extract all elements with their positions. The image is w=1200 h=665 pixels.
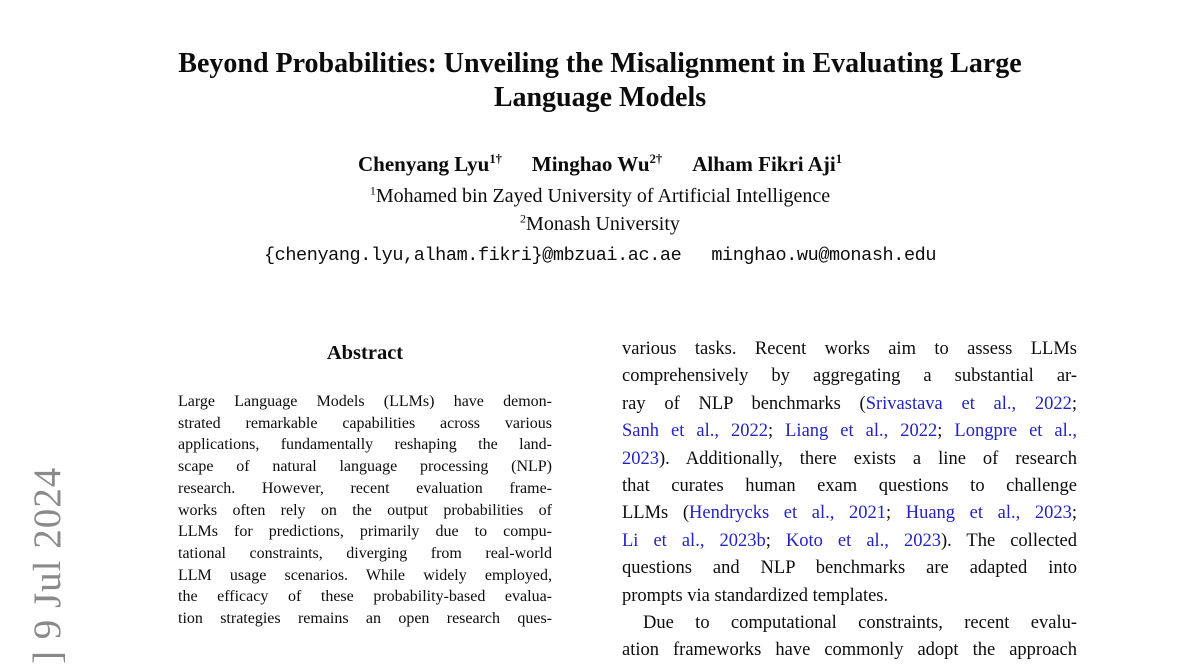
text-line bbox=[622, 336, 1077, 363]
abstract-heading: Abstract bbox=[326, 342, 404, 364]
author-superscript: 2† bbox=[649, 152, 663, 166]
text-span: ; bbox=[937, 421, 955, 442]
text-line bbox=[622, 391, 1077, 418]
text-line: the efficacy of these probability-based evalua- bbox=[178, 588, 552, 606]
text-line bbox=[622, 555, 1077, 582]
text-span: ation frameworks have commonly adopt the approach bbox=[622, 640, 1077, 661]
text-span: ; bbox=[765, 530, 786, 551]
text-span: various tasks. Recent works aim to assess LLMs bbox=[622, 339, 1077, 359]
text-line bbox=[622, 637, 1077, 664]
email-address: minghao.wu@monash.edu bbox=[711, 245, 937, 266]
citation-link[interactable]: Sanh et al., 2022 bbox=[622, 421, 768, 442]
email-address: {chenyang.lyu,alham.fikri}@mbzuai.ac.ae bbox=[263, 245, 682, 266]
text-line: tion strategies remains an open research ques- bbox=[178, 610, 552, 628]
abstract-column bbox=[178, 341, 552, 630]
text-line: scape of natural language processing (NLP) bbox=[178, 458, 552, 476]
text-line bbox=[622, 446, 1077, 473]
text-line bbox=[622, 473, 1077, 500]
text-span: Due to computational constraints, recent evalu- bbox=[643, 613, 1077, 634]
author-name: Alham Fikri Aji bbox=[692, 152, 836, 176]
text-line bbox=[622, 528, 1077, 555]
author-emails bbox=[0, 243, 1200, 269]
text-line: tational constraints, diverging from real-world bbox=[178, 544, 552, 562]
text-line: strated remarkable capabilities across various bbox=[178, 414, 552, 432]
citation-link[interactable]: 2023 bbox=[622, 448, 659, 469]
author bbox=[692, 152, 842, 176]
text-span: questions and NLP benchmarks are adapted into bbox=[622, 558, 1077, 579]
text-span: that curates human exam questions to challenge bbox=[622, 476, 1077, 497]
text-span: ). Additionally, there exists a line of research bbox=[659, 448, 1077, 469]
text-span: ; bbox=[1071, 393, 1078, 414]
text-line bbox=[622, 583, 1077, 610]
affiliation-superscript: 2 bbox=[520, 211, 527, 226]
text-line: works often rely on the output probabilities of bbox=[178, 501, 552, 519]
affiliation-name: Monash University bbox=[526, 213, 680, 235]
text-line: applications, fundamentally reshaping the land- bbox=[178, 436, 552, 454]
paper-header bbox=[0, 0, 1200, 269]
text-line bbox=[622, 363, 1077, 390]
author bbox=[358, 152, 502, 176]
arxiv-watermark-date: ] 9 Jul 2024 bbox=[26, 466, 69, 664]
affiliation-list bbox=[0, 182, 1200, 238]
author-name: Chenyang Lyu bbox=[358, 152, 490, 176]
text-line bbox=[622, 418, 1077, 445]
affiliation-superscript: 1 bbox=[369, 183, 376, 198]
text-line: Large Language Models (LLMs) have demon- bbox=[178, 393, 552, 410]
text-span: prompts via standardized templates. bbox=[622, 585, 889, 606]
text-span: comprehensively by aggregating a substantial ar- bbox=[622, 366, 1077, 387]
text-line: LLM usage scenarios. While widely employed, bbox=[178, 566, 552, 584]
affiliation-name: Mohamed bin Zayed University of Artificial Intelligence bbox=[375, 185, 831, 207]
text-line: research. However, recent evaluation frame- bbox=[178, 479, 552, 497]
text-line bbox=[622, 610, 1077, 637]
citation-link[interactable]: Koto et al., 2023 bbox=[785, 530, 941, 551]
text-span: ; bbox=[885, 503, 906, 524]
text-span: ; bbox=[767, 421, 786, 442]
affiliation bbox=[0, 182, 1200, 210]
author-superscript: 1† bbox=[489, 152, 502, 166]
citation-link[interactable]: Hendrycks et al., 2021 bbox=[689, 503, 886, 524]
author-list bbox=[0, 151, 1200, 177]
citation-link[interactable]: Huang et al., 2023 bbox=[905, 503, 1072, 524]
text-span: ray of NLP benchmarks ( bbox=[622, 393, 866, 414]
citation-link[interactable]: Srivastava et al., 2022 bbox=[865, 393, 1072, 414]
text-line bbox=[622, 500, 1077, 527]
citation-link[interactable]: Longpre et al., bbox=[954, 421, 1078, 442]
paper-title-line: Language Models bbox=[493, 82, 707, 113]
citation-link[interactable]: Li et al., 2023b bbox=[622, 530, 766, 551]
paper-title bbox=[0, 0, 1200, 115]
text-line: LLMs for predictions, primarily due to compu- bbox=[178, 523, 552, 541]
citation-link[interactable]: Liang et al., 2022 bbox=[785, 421, 938, 442]
affiliation bbox=[0, 210, 1200, 238]
text-span: LLMs ( bbox=[622, 503, 690, 524]
author-superscript: 1 bbox=[835, 152, 842, 166]
introduction-column bbox=[622, 336, 1077, 665]
paper-title-line: Beyond Probabilities: Unveiling the Misalignment in Evaluating Large bbox=[178, 48, 1022, 79]
author-name: Minghao Wu bbox=[531, 152, 650, 176]
text-span: ; bbox=[1071, 503, 1077, 524]
text-span: ). The collected bbox=[940, 530, 1077, 551]
author bbox=[532, 152, 662, 176]
abstract-body bbox=[178, 391, 552, 630]
